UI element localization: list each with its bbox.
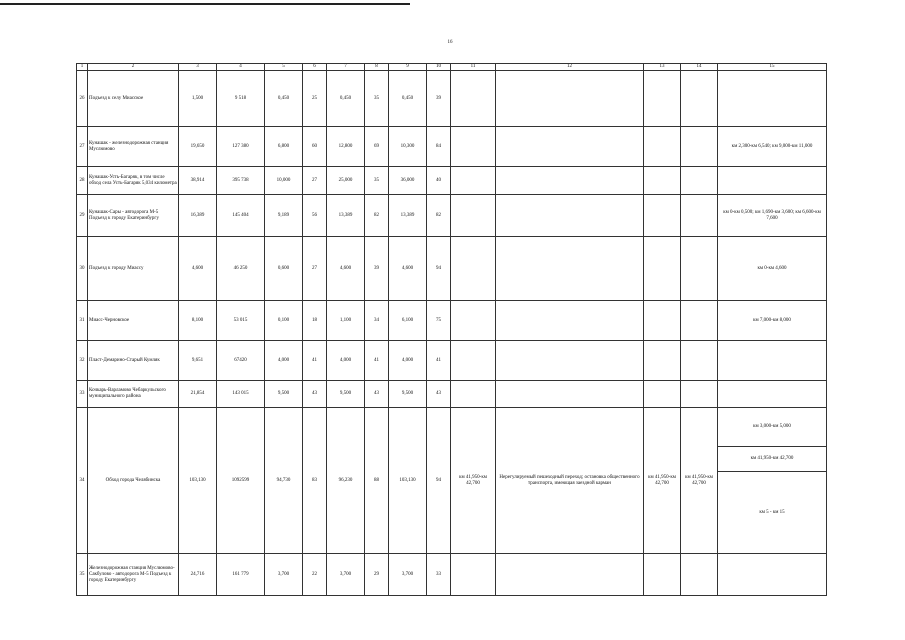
cell: 24,716 [179, 554, 217, 596]
cell [496, 167, 644, 195]
table-row [77, 237, 827, 301]
cell: 4,000 [389, 341, 427, 381]
cell [496, 127, 644, 167]
col-header: 7 [327, 64, 365, 71]
cell: км 2,300-км 6,540; км 9,000-км 11,000 [718, 127, 827, 167]
cell: 9,500 [327, 381, 365, 408]
cell [718, 71, 827, 127]
cell: 41 [303, 341, 327, 381]
col-header: 11 [451, 64, 496, 71]
cell: 25 [303, 71, 327, 127]
cell [681, 381, 718, 408]
cell [681, 127, 718, 167]
row-number: 28 [77, 167, 88, 195]
cell [718, 167, 827, 195]
cell [644, 301, 681, 341]
road-name: Кунашак - железнодорожная станция Муслюмово [88, 127, 179, 167]
cell [681, 301, 718, 341]
cell: 9,500 [265, 381, 303, 408]
cell: 82 [365, 195, 389, 237]
cell: 127 380 [217, 127, 265, 167]
table-row [77, 71, 827, 127]
cell: 3,700 [327, 554, 365, 596]
row-number: 29 [77, 195, 88, 237]
cell: 27 [303, 167, 327, 195]
cell: 46 250 [217, 237, 265, 301]
cell: 1,100 [327, 301, 365, 341]
cell: 33 [427, 554, 451, 596]
cell [681, 195, 718, 237]
road-name: Кунашак-Усть-Багаряк, в том числе обход села Усть-Багаряк 5,034 километра [88, 167, 179, 195]
cell [644, 554, 681, 596]
col-header: 3 [179, 64, 217, 71]
cell: 94 [427, 408, 451, 554]
cell: 43 [303, 381, 327, 408]
cell: 103,130 [179, 408, 217, 554]
cell [644, 195, 681, 237]
road-name: Подъезд к городу Миассу [88, 237, 179, 301]
row-number: 32 [77, 341, 88, 381]
cell: 43 [427, 381, 451, 408]
row-number: 31 [77, 301, 88, 341]
road-name: Миасс-Черновское [88, 301, 179, 341]
cell-part: км 3,000-км 5,000 [753, 424, 791, 429]
cell [496, 71, 644, 127]
cell [718, 381, 827, 408]
col-header: 1 [77, 64, 88, 71]
cell: 38,914 [179, 167, 217, 195]
cell [496, 237, 644, 301]
cell: км 41,950-км 42,700 [451, 408, 496, 554]
table-row [77, 167, 827, 195]
row-number: 33 [77, 381, 88, 408]
cell: 13,389 [389, 195, 427, 237]
cell [644, 127, 681, 167]
table-row [77, 408, 827, 554]
cell: 21,854 [179, 381, 217, 408]
cell [681, 71, 718, 127]
road-name: Кунашак-Сары - автодорога М-5 Подъезд к городу Екатеринбургу [88, 195, 179, 237]
row-number: 35 [77, 554, 88, 596]
cell: 1,500 [179, 71, 217, 127]
cell: 27 [303, 237, 327, 301]
cell: км 41,950-км 42,700 [681, 408, 718, 554]
cell: 143 015 [217, 381, 265, 408]
cell: км 0-км 0,500; км 1,690-км 3,600; км 6,600-км 7,600 [718, 195, 827, 237]
cell [681, 341, 718, 381]
cell: 3,700 [389, 554, 427, 596]
table-row [77, 554, 827, 596]
table-row [77, 301, 827, 341]
cell: 41 [427, 341, 451, 381]
cell [496, 195, 644, 237]
cell: 82 [427, 195, 451, 237]
cell: 9,651 [179, 341, 217, 381]
cell [451, 195, 496, 237]
cell: 22 [303, 554, 327, 596]
cell: 69 [365, 127, 389, 167]
cell: 34 [365, 301, 389, 341]
cell [681, 167, 718, 195]
col-header: 8 [365, 64, 389, 71]
table-row [77, 381, 827, 408]
col-header: 9 [389, 64, 427, 71]
cell: 10,000 [265, 167, 303, 195]
cell: 84 [427, 127, 451, 167]
col-header: 5 [265, 64, 303, 71]
cell [681, 237, 718, 301]
cell: 4,600 [179, 237, 217, 301]
split-stack [718, 408, 826, 553]
cell: 56 [303, 195, 327, 237]
cell: 0,600 [265, 237, 303, 301]
cell: 145 404 [217, 195, 265, 237]
cell: 6,800 [265, 127, 303, 167]
cell: 94,730 [265, 408, 303, 554]
row-number: 30 [77, 237, 88, 301]
col-header: 4 [217, 64, 265, 71]
cell [644, 71, 681, 127]
cell: 60 [303, 127, 327, 167]
cell: км 0-км 4,600 [718, 237, 827, 301]
road-name: Кочкарь-Варламово Чебаркульского муниципального района [88, 381, 179, 408]
col-header: 13 [644, 64, 681, 71]
road-name: Подъезд к селу Миасское [88, 71, 179, 127]
cell [451, 301, 496, 341]
cell: 0,450 [389, 71, 427, 127]
cell: 9,500 [389, 381, 427, 408]
cell: 8,100 [179, 301, 217, 341]
cell: 395 738 [217, 167, 265, 195]
row-number: 27 [77, 127, 88, 167]
col-header: 10 [427, 64, 451, 71]
cell [451, 71, 496, 127]
header-row [77, 64, 827, 71]
cell [718, 554, 827, 596]
cell: км 41,950-км 42,700 [644, 408, 681, 554]
cell: Нерегулируемый пешеходный переход; остановка общественного транспорта, имеющая заездной карман [496, 408, 644, 554]
cell: 88 [365, 408, 389, 554]
cell: 75 [427, 301, 451, 341]
cell: 96,230 [327, 408, 365, 554]
cell [644, 381, 681, 408]
cell: 0,450 [265, 71, 303, 127]
row-number: 26 [77, 71, 88, 127]
cell: 4,600 [389, 237, 427, 301]
cell: 0,450 [327, 71, 365, 127]
cell: 1092599 [217, 408, 265, 554]
cell: 29 [365, 554, 389, 596]
cell: 9 518 [217, 71, 265, 127]
cell: 4,000 [327, 341, 365, 381]
cell [496, 301, 644, 341]
road-name: Обход города Челябинска [88, 408, 179, 554]
col-header: 15 [718, 64, 827, 71]
cell: 19,650 [179, 127, 217, 167]
cell: 35 [365, 167, 389, 195]
col-header: 12 [496, 64, 644, 71]
cell: 4,600 [327, 237, 365, 301]
cell: 10,300 [389, 127, 427, 167]
cell: 3,700 [265, 554, 303, 596]
split-cell [718, 408, 827, 554]
cell: 9,189 [265, 195, 303, 237]
cell [451, 381, 496, 408]
cell: 103,130 [389, 408, 427, 554]
cell: км 7,000-км 8,000 [718, 301, 827, 341]
cell: 40 [427, 167, 451, 195]
cell: 161 779 [217, 554, 265, 596]
cell [451, 127, 496, 167]
col-header: 14 [681, 64, 718, 71]
page-number: 16 [447, 40, 453, 45]
cell: 16,389 [179, 195, 217, 237]
header-rule [0, 3, 410, 5]
road-name: Пласт-Демарино-Старый Кумляк [88, 341, 179, 381]
cell [451, 341, 496, 381]
cell [718, 341, 827, 381]
col-header: 6 [303, 64, 327, 71]
cell [451, 237, 496, 301]
table-row [77, 127, 827, 167]
cell: 83 [303, 408, 327, 554]
cell: 0,100 [265, 301, 303, 341]
row-number: 34 [77, 408, 88, 554]
cell-part: км 41,950-км 42,700 [718, 446, 826, 471]
cell: 67420 [217, 341, 265, 381]
cell: 43 [365, 381, 389, 408]
cell [451, 554, 496, 596]
cell: 94 [427, 237, 451, 301]
cell: 53 015 [217, 301, 265, 341]
cell: 18 [303, 301, 327, 341]
cell [644, 341, 681, 381]
col-header: 2 [88, 64, 179, 71]
cell [451, 167, 496, 195]
cell: 35 [365, 71, 389, 127]
road-name: Железнодорожная станция Муслюмово-Сакбулово - автодорога М-5 Подъезд к городу Екатеринбургу [88, 554, 179, 596]
cell [496, 554, 644, 596]
cell [681, 554, 718, 596]
cell-part: км 5 - км 15 [718, 471, 826, 553]
table-row [77, 195, 827, 237]
cell: 41 [365, 341, 389, 381]
cell: 6,100 [389, 301, 427, 341]
cell [644, 237, 681, 301]
roads-table [76, 63, 827, 596]
cell: 25,000 [327, 167, 365, 195]
cell [644, 167, 681, 195]
cell: 13,389 [327, 195, 365, 237]
cell: 39 [427, 71, 451, 127]
table-row [77, 341, 827, 381]
cell: 39 [365, 237, 389, 301]
cell: 12,800 [327, 127, 365, 167]
cell: 36,000 [389, 167, 427, 195]
cell [496, 381, 644, 408]
cell: 4,000 [265, 341, 303, 381]
cell [496, 341, 644, 381]
